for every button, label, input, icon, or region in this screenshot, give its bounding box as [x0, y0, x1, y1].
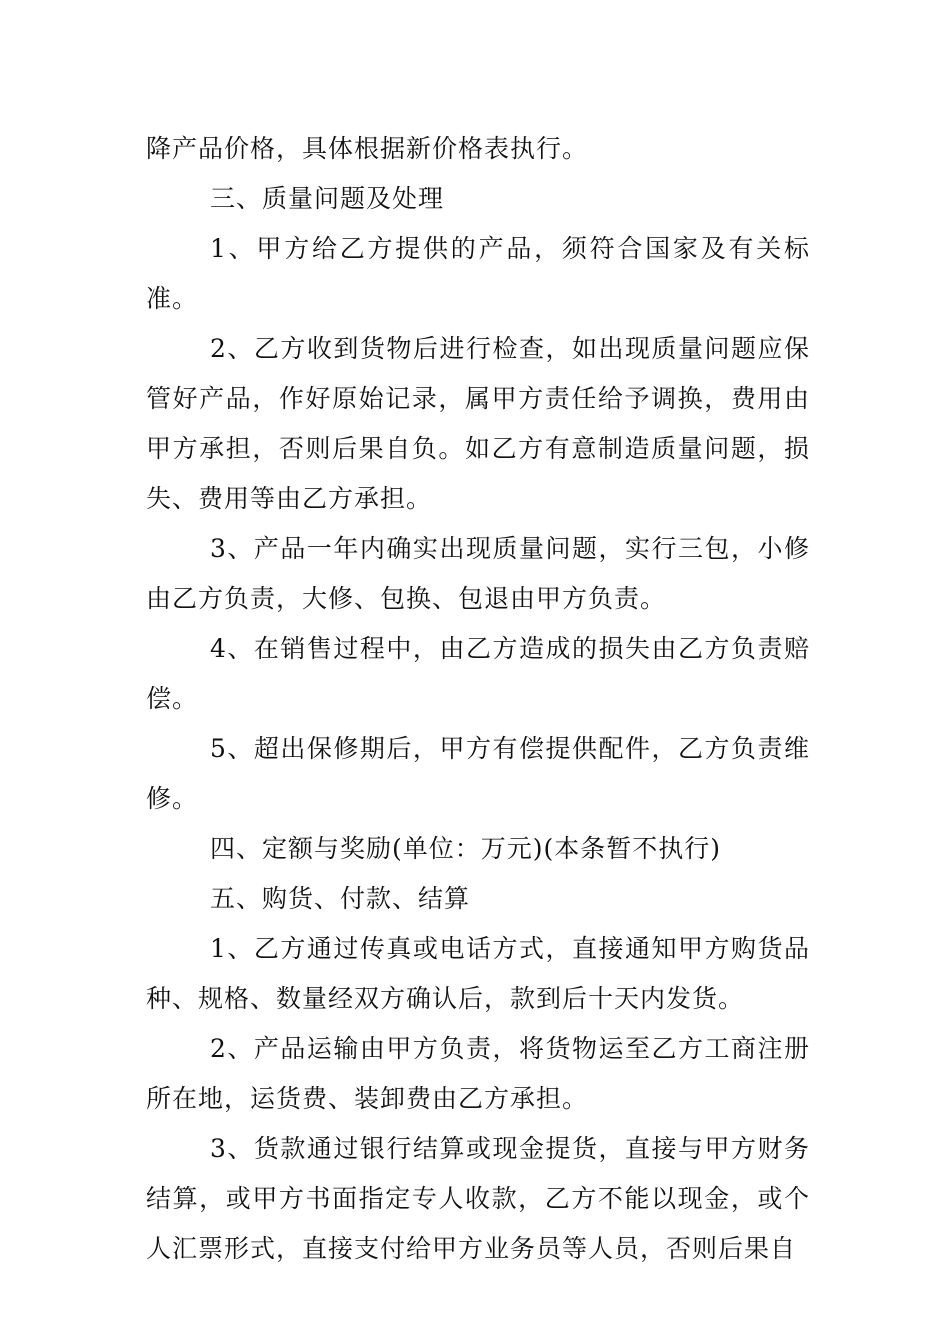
- section-heading-purchase: 五、购货、付款、结算: [210, 884, 471, 913]
- clause-quality-1: 1、甲方给乙方提供的产品，须符合国家及有关标准。: [146, 234, 810, 313]
- document-body: [146, 124, 810, 1274]
- clause-quality-4: 4、在销售过程中，由乙方造成的损失由乙方负责赔偿。: [146, 634, 810, 713]
- paragraph-continuation: 降产品价格，具体根据新价格表执行。: [146, 134, 589, 163]
- clause-purchase-1: 1、乙方通过传真或电话方式，直接通知甲方购货品种、规格、数量经双方确认后，款到后十天内发货。: [146, 934, 810, 1013]
- clause-quality-3: 3、产品一年内确实出现质量问题，实行三包，小修由乙方负责，大修、包换、包退由甲方负责。: [146, 534, 810, 613]
- clause-purchase-3: 3、货款通过银行结算或现金提货，直接与甲方财务结算，或甲方书面指定专人收款，乙方不能以现金，或个人汇票形式，直接支付给甲方业务员等人员，否则后果自: [146, 1134, 810, 1263]
- section-heading-quota: 四、定额与奖励(单位：万元)(本条暂不执行): [210, 834, 722, 863]
- clause-quality-5: 5、超出保修期后，甲方有偿提供配件，乙方负责维修。: [146, 734, 810, 813]
- clause-quality-2: 2、乙方收到货物后进行检查，如出现质量问题应保管好产品，作好原始记录，属甲方责任给予调换，费用由甲方承担，否则后果自负。如乙方有意制造质量问题，损失、费用等由乙方承担。: [146, 334, 810, 513]
- clause-purchase-2: 2、产品运输由甲方负责，将货物运至乙方工商注册所在地，运货费、装卸费由乙方承担。: [146, 1034, 810, 1113]
- section-heading-quality: 三、质量问题及处理: [210, 184, 445, 213]
